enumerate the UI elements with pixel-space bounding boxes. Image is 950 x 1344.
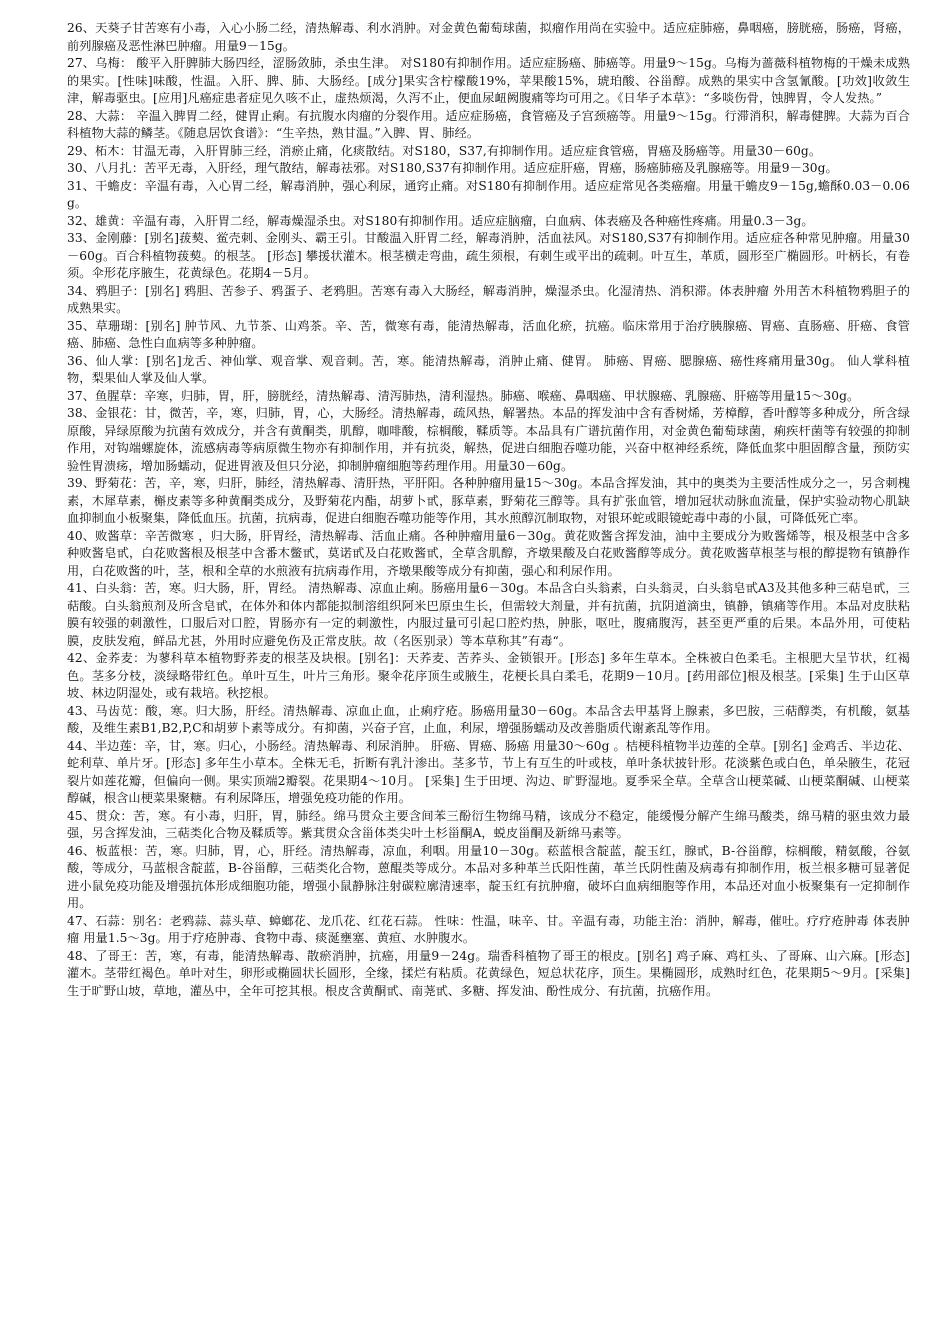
entry-jinqiaomai: 42、金荞麦：为蓼科草本植物野荞麦的根茎及块根。[别名]：天荞麦、苦荞头、金锁银开。[形态] 多年生草本。全株被白色柔毛。主根肥大呈节状，红褐色。茎多分枝，淡绿略带红色。单叶互生，叶片三角形。聚伞花序顶生或腋生，花梗长具白柔毛，花期9－10月。[药用部位]根及根茎。[采集] 生于山区草坡、林边阴湿处，或有栽培。秋挖根。	[67, 651, 910, 700]
entry-xianrenzhang: 36、仙人掌：[别名]龙舌、神仙掌、观音掌、观音刺。苦，寒。能清热解毒，消肿止痛、健胃。 肺癌、胃癌、腮腺癌、癌性疼痛用量30g。 仙人掌科植物，梨果仙人掌及仙人掌。	[67, 353, 910, 385]
entry-ganchanpi: 31、干蟾皮：辛温有毒，入心胃二经，解毒消肿，强心利尿，通窍止痛。对S180有抑制作用。适应症常见各类癌瘤。用量干蟾皮9－15g,蟾酥0.03－0.06g。	[67, 178, 910, 210]
entry-yuxingcao: 37、鱼腥草：辛寒，归肺，胃，肝，膀胱经，清热解毒、清泻肺热，清利湿热。肺癌、喉癌、鼻咽癌、甲状腺癌、乳腺癌、肝癌等用量15～30g。	[67, 388, 860, 403]
entry-yejuhua: 39、野菊花：苦，辛，寒，归肝，肺经，清热解毒、清肝热，平肝阳。各种肿瘤用量15～30g。本品含挥发油，其中的奥类为主要活性成分之一，另含刺槐素，木犀草素，槲皮素等多种黄酮类成分，及野菊花内酯，胡萝卜甙，豚草素，野菊花三醇等。具有扩张血管，增加冠状动脉血流量，保护实验动物心肌缺血抑制血小板聚集，降低血压。抗菌，抗病毒，促进白细胞吞噬功能等作用，其水煎醇沉制取物，对银环蛇或眼镜蛇毒中毒的小鼠，可降低死亡率。	[67, 476, 910, 525]
entry-bayuezha: 30、八月扎：苦平无毒，入肝经，理气散结，解毒祛邪。对S180,S37有抑制作用。适应症肝癌，胃癌，肠癌肺癌及乳腺癌等。用量9－30g。	[67, 161, 838, 175]
entry-xionghuang: 32、雄黄：辛温有毒，入肝胃二经，解毒燥湿杀虫。对S180有抑制作用。适应症脑瘤，白血病、体表癌及各种癌性疼痛。用量0.3－3g。	[67, 213, 814, 228]
entry-tiankuizi: 26、天葵子甘苦寒有小毒，入心小肠二经，清热解毒、利水消肿。对金黄色葡萄球菌，拟瘤作用尚在实验中。适应症肺癌，鼻咽癌，膀胱癌，肠癌，肾癌，前列腺癌及恶性淋巴肿瘤。用量9－15g。	[67, 21, 910, 53]
entry-banbianlian: 44、半边莲：辛，甘，寒。归心，小肠经。清热解毒、利尿消肿。 肝癌、胃癌、肠癌 用量30～60g 。桔梗科植物半边莲的全草。[别名] 金鸡舌、半边花、蛇利草、单片牙。[形态] 多年生小草本。全株无毛，折断有乳汁渗出。茎多节，节上有互生的叶或枝，单叶条状披针形。花淡紫色或白色，单朵腋生，花冠裂片如莲花瓣，但偏向一侧。果实顶端2瓣裂。花果期4～10月。 [采集] 生于田埂、沟边、旷野湿地。夏季采全草。全草含山梗菜碱、山梗菜酮碱、山梗菜醇碱，根含山梗菜果聚糖。有利尿降压，增强免疫功能的作用。	[67, 738, 910, 805]
entry-baitouweng: 41、白头翁：苦，寒。归大肠，肝，胃经。 清热解毒、凉血止痢。肠癌用量6－30g。本品含白头翁素，白头翁灵，白头翁皂甙A3及其他多种三萜皂甙，三萜酸。白头翁煎剂及所含皂甙，在体外和体内都能拟制溶组织阿米巴原虫生长，但需较大剂量，并有抗菌，抗阴道滴虫，镇静，镇痛等作用。本品对皮肤粘膜有较强的刺激性，口服后对口腔，胃肠亦有一定的刺激性，内服过量可引起口腔灼热，肿胀，呕吐，腹痛腹泻，甚至更严重的后果。本品外用，可使粘膜，皮肤发疱，鲜品尤甚，外用时应避免伤及正常皮肤。故（名医别录）等本草称其”有毒“。	[67, 581, 910, 648]
entry-yadanzi: 34、鸦胆子：[别名] 鸦胆、苦参子、鸦蛋子、老鸦胆。苦寒有毒入大肠经，解毒消肿，燥湿杀虫。化湿清热、消积滞。体表肿瘤 外用苦木科植物鸦胆子的成熟果实。	[67, 283, 910, 315]
entry-legewang: 48、了哥王：苦，寒，有毒，能清热解毒、散瘀消肿，抗癌，用量9－24g。瑞香科植物了哥王的根皮。[别名] 鸡子麻、鸡杠头、了哥麻、山六麻。[形态] 灌木。茎带红褐色。单叶对生，卵形或椭圆状长圆形，全缘，揉烂有粘质。花黄绿色，短总状花序，顶生。果椭圆形，成熟时红色，花果期5～9月。[采集] 生于旷野山坡，草地，灌丛中，全年可挖其根。根皮含黄酮甙、南荛甙、多糖、挥发油、酚性成分、有抗菌，抗癌作用。	[67, 948, 910, 998]
entry-jingangteng: 33、金刚藤：[别名]菝葜、鲎壳刺、金刚头、霸王引。甘酸温入肝胃二经，解毒消肿，活血祛风。对S180,S37有抑制作用。适应症各种常见肿瘤。用量30－60g。百合科植物菝葜。的根茎。 [形态] 攀援状灌木。根茎横走弯曲，疏生须根，有刺生或平出的疏刺。叶互生，革质，圆形至广椭圆形。叶柄长，有卷须。伞形花序腋生，花黄绿色。花期4－5月。	[67, 231, 910, 280]
entry-jinyinhua: 38、金银花：甘，微苦，辛，寒，归肺，胃，心，大肠经。清热解毒，疏风热，解署热。本品的挥发油中含有香树烯，芳樟醇，香叶醇等多种成分，所含绿原酸，异绿原酸为抗菌有效成分，并含有黄酮类，肌醇，咖啡酸，棕榈酸，鞣质等。本品具有广谱抗菌作用，对金黄色葡萄球菌，痢疾杆菌等有较强的抑制作用，对钩端螺旋体，流感病毒等病原微生物亦有抑制作用，并有抗炎，解热，促进白细胞吞噬功能，兴奋中枢神经系统，降低血浆中胆固醇含量，预防实验性胃溃疡，增加肠蠕动，促进胃液及但只分泌，抑制肿瘤细胞等药理作用。用量30－60g。	[67, 406, 910, 473]
entry-guanzhong: 45、贯众：苦，寒。有小毒，归肝，胃，肺经。绵马贯众主要含间苯三酚衍生物绵马精，该成分不稳定，能缓慢分解产生绵马酸类，绵马精的驱虫效力最强，另含挥发油，三萜类化合物及鞣质等。紫萁贯众含甾体类尖叶土杉甾酮A，蜕皮甾酮及新绵马素等。	[67, 808, 910, 840]
entry-zhemu: 29、柘木：甘温无毒，入肝胃肺三经，消瘀止痛，化痰散结。对S180，S37,有抑制作用。适应症食管癌，胃癌及肠癌等。用量30－60g。	[67, 143, 822, 158]
entry-machixian: 43、马齿苋：酸，寒。归大肠，肝经。清热解毒、凉血止血，止痢疗疮。肠癌用量30－60g。本品含去甲基肾上腺素，多巴胺，三萜醇类，有机酸，氨基酸，及维生素B1,B2,P,C和胡萝卜素等成分。有抑菌，兴奋子宫，止血，利尿，增强肠蠕动及改善脂质代谢紊乱等作用。	[67, 703, 910, 735]
entry-baijiangcao: 40、败酱草：辛苦微寒 ，归大肠，肝胃经，清热解毒、活血止痛。各种肿瘤用量6－30g。黄花败酱含挥发油，油中主要成分为败酱烯等，根及根茎中含多种败酱皂甙，白花败酱根及根茎中含番木鳖甙，莫诺甙及白花败酱甙，全草含肌醇，齐墩果酸及白花败酱醇等成分。黄花败酱草根茎与根的醇提物有镇静作用，白花败酱的叶，茎，根和全草的水煎液有抗病毒作用，齐墩果酸等成分有抑菌，强心和利尿作用。	[67, 528, 910, 578]
entry-shisuan: 47、石蒜：别名：老鸦蒜、蒜头草、蟑螂花、龙爪花、红花石蒜。 性味：性温，味辛、甘。辛温有毒，功能主治：消肿，解毒，催吐。疗疗疮肿毒 体表肿瘤 用量1.5～3g。用于疗疮肿毒、食物中毒、痰涎壅塞、黄疸、水肿腹水。	[67, 913, 910, 945]
entry-banlangen: 46、板蓝根：苦，寒。归肺，胃，心，肝经。清热解毒，凉血，利咽。用量10－30g。菘蓝根含靛蓝，靛玉红，腺甙，B-谷甾醇，棕榈酸，精氨酸，谷氨酸，等成分，马蓝根含靛蓝，B-谷甾醇，三萜类化合物，蒽醌类等成分。本品对多种革兰氏阳性菌，革兰氏阴性菌及病毒有抑制作用，板兰根多糖可显著促进小鼠免疫功能及增强抗体形成细胞功能，增强小鼠静脉注射碳粒廓清速率，靛玉红有抗肿瘤，破坏白血病细胞等作用，本品还对血小板聚集有一定抑制作用。	[67, 843, 910, 910]
entry-wumei: 27、乌梅： 酸平入肝脾肺大肠四经，涩肠敛肺，杀虫生津。 对S180有抑制作用。适应症肠癌、肺癌等。用量9～15g。乌梅为蔷薇科植物梅的干燥未成熟的果实。[性味]味酸，性温。入肝、脾、肺、大肠经。[成分]果实含柠檬酸19%，苹果酸15%，琥珀酸、谷甾醇。成熟的果实中含氢氰酸。[功效]收敛生津，解毒驱虫。[应用]凡癌症患者症见久咳不止，虚热烦渴，久泻不止，便血尿衄阙腹痛等均可用之。《日华子本草》：“多啖伤骨，蚀脾胃，令人发热。”	[67, 56, 910, 105]
entry-caoshanhu: 35、草珊瑚：[别名] 肿节风、九节茶、山鸡茶。辛、苦，微寒有毒，能清热解毒，活血化瘀，抗癌。临床常用于治疗胰腺癌、胃癌、直肠癌、肝癌、食管癌、肺癌、急性白血病等多种肿瘤。	[67, 318, 910, 350]
entry-dasuan: 28、大蒜： 辛温入脾胃二经，健胃止痢。有抗腹水肉瘤的分裂作用。适应症肠癌，食管癌及子宫颈癌等。用量9～15g。行滞消积，解毒健脾。大蒜为百合科植物大蒜的鳞茎。《随息居饮食谱》：“生辛热，熟甘温。”入脾、胃、肺经。	[67, 108, 910, 140]
